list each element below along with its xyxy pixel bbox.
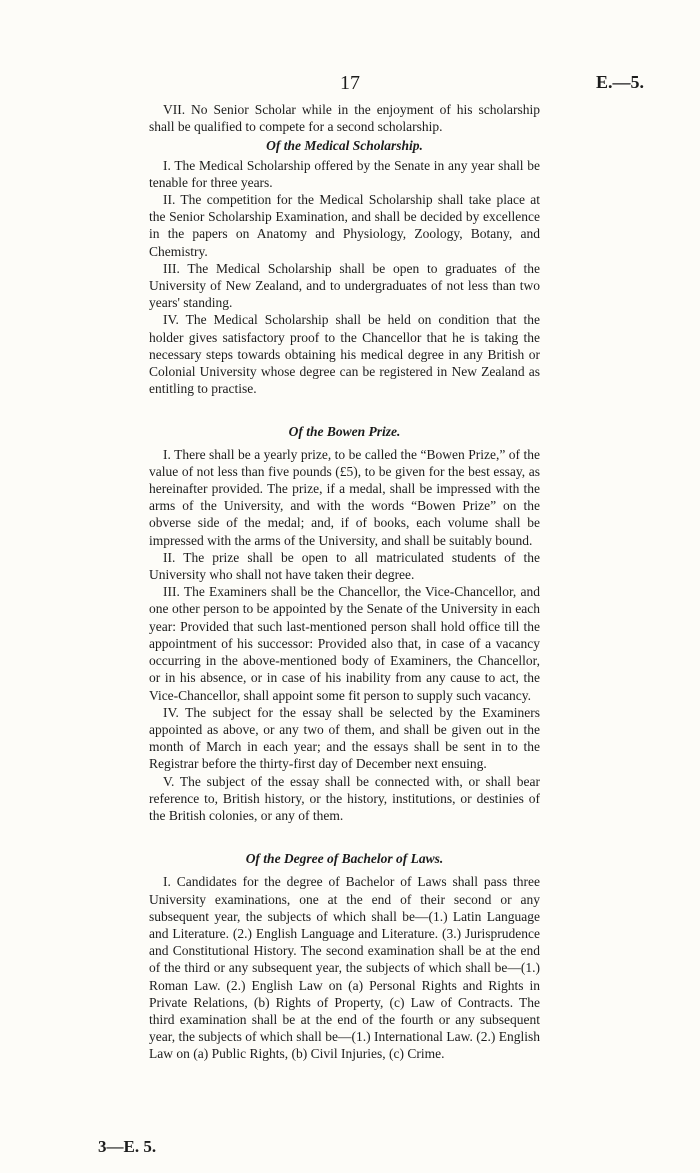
paragraph-bowen-ii: II. The prize shall be open to all matriculated students of the University who shall not have taken their degree. [149, 549, 540, 583]
paragraph-medical-ii: II. The competition for the Medical Scholarship shall take place at the Senior Scholarship Examination, and shall be decided by excellence in the papers on Anatomy and Physiology, Zoology, Botany, and Chemistry. [149, 192, 540, 259]
text-column [149, 101, 540, 1063]
document-reference: E.—5. [596, 72, 645, 92]
paragraph-bowen-iv: IV. The subject for the essay shall be selected by the Examiners appointed as above, or any two of them, and shall be given out in the month of March in each year; and the essays shall be sent in to the Registrar before the thirty-first day of December next ensuing. [149, 704, 540, 772]
paragraph-bowen-iii: III. The Examiners shall be the Chancellor, the Vice-Chancellor, and one other person to be appointed by the Senate of the University in each year: Provided that such last-mentioned person shall hold office till the appointment of his successor: Provided also that, in case of a vacancy occurring in the above-mentioned body of Examiners, the Chancellor, or in his absence, or in case of his inability from any cause to act, the Vice-Chancellor, shall appoint some fit person to supply such vacancy. [149, 584, 540, 703]
paragraph-bowen-i: I. There shall be a yearly prize, to be called the “Bowen Prize,” of the value of not less than five pounds (£5), to be given for the best essay, as hereinafter provided. The prize, if a medal, shall be impressed with the arms of the University, and with the words “Bowen Prize” on the obverse side of the medal; and, if of books, each volume shall be impressed with the arms of the University, and shall be suitably bound. [149, 446, 540, 548]
heading-bachelor-of-laws: Of the Degree of Bachelor of Laws. [245, 851, 444, 867]
paragraph-bowen-v: V. The subject of the essay shall be connected with, or shall bear reference to, British history, or the history, institutions, or destinies of the British colonies, or any of them. [149, 773, 540, 823]
paragraph-medical-iv: IV. The Medical Scholarship shall be held on condition that the holder gives satisfactory proof to the Chancellor that he is taking the necessary steps towards obtaining his medical degree in any British or Colonial University whose degree can be registered in New Zealand as entitling to practise. [149, 312, 540, 397]
page-number: 17 [340, 72, 360, 94]
paragraph-laws-i: I. Candidates for the degree of Bachelor of Laws shall pass three University examinations, one at the end of their second or any subsequent year, the subjects of which shall be—(1.) Latin Language and Literature. (2.) English Language and Literature. (3.) Jurisprudence and Constitutional History. The second examination shall be at the end of the third or any subsequent year, the subjects of which shall be—(1.) Roman Law. (2.) English Law on (a) Personal Rights and Rights in Private Relations, (b) Rights of Property, (c) Law of Contracts. The third examination shall be at the end of the fourth or any subsequent year, the subjects of which shall be—(1.) International Law. (2.) English Law on (a) Public Rights, (b) Civil Injuries, (c) Crime. [149, 874, 540, 1062]
paragraph-senior-scholar-vii: VII. No Senior Scholar while in the enjoyment of his scholarship shall be qualified to compete for a second scholarship. [149, 102, 540, 135]
heading-medical-scholarship: Of the Medical Scholarship. [266, 138, 423, 154]
heading-bowen-prize: Of the Bowen Prize. [288, 424, 401, 440]
paragraph-medical-iii: III. The Medical Scholarship shall be open to graduates of the University of New Zealand, and to undergraduates of not less than two years' standing. [149, 260, 540, 311]
paragraph-medical-i: I. The Medical Scholarship offered by the Senate in any year shall be tenable for three years. [149, 157, 540, 190]
footer-signature: 3—E. 5. [98, 1137, 157, 1156]
